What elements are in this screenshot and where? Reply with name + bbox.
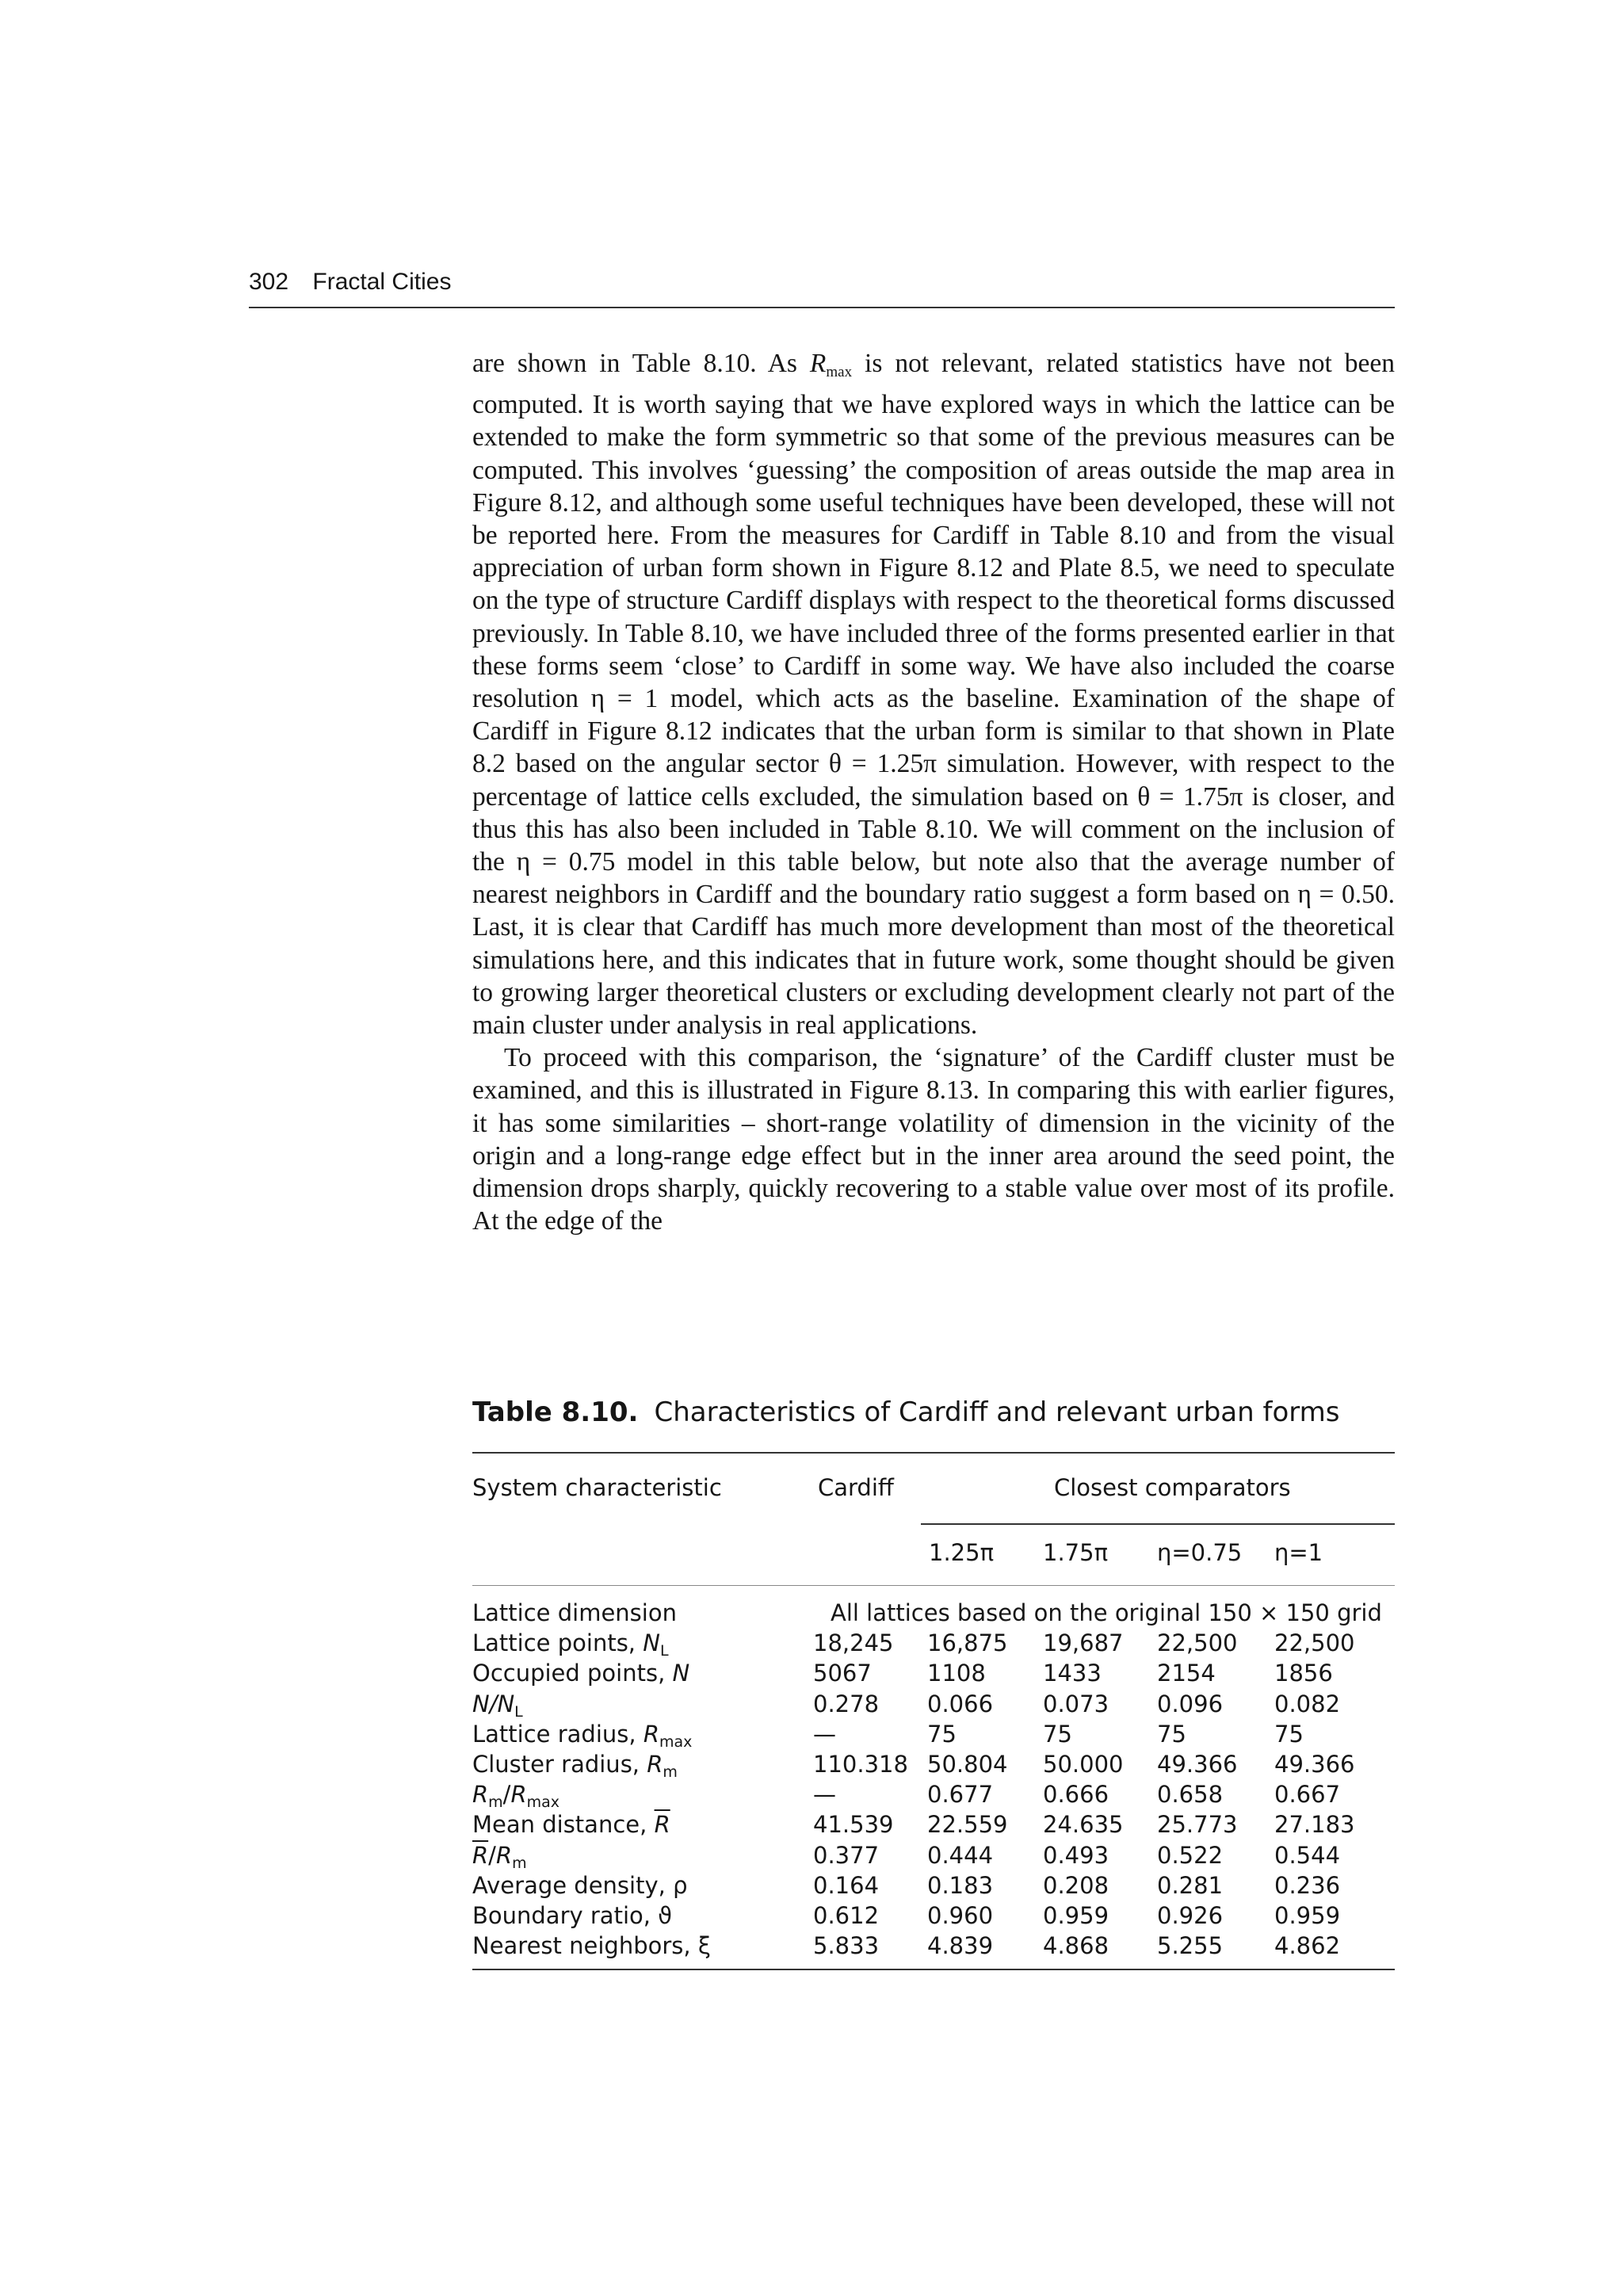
subheader-1-25pi: 1.25π: [929, 1539, 995, 1566]
subheader-1-75pi: 1.75π: [1043, 1539, 1109, 1566]
table-cell: 4.868: [1043, 1932, 1109, 1960]
table-cell: 5.255: [1157, 1932, 1224, 1960]
r-max-symbol: R: [809, 349, 827, 378]
table-label: Table 8.10.: [472, 1396, 639, 1428]
paragraph-1: are shown in Table 8.10. As $R_{max}$ is not relevant, related statistics have not been computed. It is worth saying that we have explored ways in which the lattice can be extended to make the form symmetric so that some of the previous measures can be computed. This involves ‘guessing’ the composition of areas outside the map area in Figure 8.12, and although some useful techniques have been developed, these will not be reported here. From the measures for Cardiff in Table 8.10 and from the visual appreciation of urban form shown in Figure 8.12 and Plate 8.5, we need to speculate on the type of structure Cardiff displays with respect to the theoretical forms discussed previously. In Table 8.10, we have included three of the forms presented earlier in that these forms seem ‘close’ to Cardiff in some way. We have also included the coarse resolution η = 1 model, which acts as the baseline. Examination of the shape of Cardiff in Figure 8.12 indicates that the urban form is similar to that shown in Plate 8.2 based on the angular sector θ = 1.25π simulation. However, with respect to the percentage of lattice cells excluded, the simulation based on θ = 1.75π is closer, and thus this has also been included in Table 8.10. We will comment on the inclusion of the η = 0.75 model in this table below, but note also that the average number of nearest neighbors in Cardiff and the boundary ratio suggest a form based on η = 0.50. Last, it is clear that Cardiff has much more development than most of the theoretical simulations here, and this indicates that in future work, some thought should be given to growing larger theoretical clusters or excluding development clearly not part of the main cluster under analysis in real applications.: [472, 349, 1395, 1041]
row-label: $\overline{R}/R_m$: [472, 1841, 527, 1872]
table-cell: 50.000: [1043, 1750, 1124, 1778]
table-cell: 25.773: [1157, 1811, 1238, 1839]
table-cell: 22,500: [1274, 1629, 1355, 1657]
table-top-rule: [472, 1452, 1395, 1454]
table-cell: 1856: [1274, 1660, 1333, 1687]
row-label: Lattice points, $N_L$: [472, 1629, 669, 1660]
row-label: $R_m/R_{max}$: [472, 1781, 560, 1812]
table-cell: 75: [1274, 1720, 1304, 1748]
row-label: Boundary ratio, ϑ: [472, 1901, 673, 1929]
table-cell: 0.666: [1043, 1781, 1109, 1809]
table-cell: 75: [1157, 1720, 1186, 1748]
row-label: Nearest neighbors, ξ: [472, 1932, 711, 1960]
table-cell: 49.366: [1274, 1750, 1355, 1778]
table-cell: 1108: [927, 1660, 986, 1687]
subheader-eta-0-75: η=0.75: [1157, 1539, 1243, 1566]
table-cell: 22,500: [1157, 1629, 1238, 1657]
row-labels: [472, 1598, 711, 1961]
table-cell: 27.183: [1274, 1811, 1355, 1839]
table-cell: 0.278: [813, 1690, 880, 1717]
table-cell: 0.444: [927, 1841, 994, 1869]
table-cell: 41.539: [813, 1811, 894, 1839]
table-cell: 0.073: [1043, 1690, 1109, 1717]
table-cell: —: [813, 1781, 836, 1809]
column-1-75pi: [1043, 1598, 1123, 1961]
table-cell-empty: [1274, 1598, 1354, 1628]
column-eta-1: [1274, 1598, 1354, 1961]
table-cell: 22.559: [927, 1811, 1008, 1839]
table-cell: 110.318: [813, 1750, 908, 1778]
table-cell: 0.164: [813, 1871, 880, 1899]
table-cell: 0.960: [927, 1901, 994, 1929]
comparators-rule: [921, 1523, 1395, 1525]
table-cell: 0.926: [1157, 1901, 1224, 1929]
table-cell: 75: [1043, 1720, 1072, 1748]
table-cell: 0.658: [1157, 1781, 1224, 1809]
table-cell: 0.677: [927, 1781, 994, 1809]
table-cell: 0.208: [1043, 1871, 1109, 1899]
table-cell: 5.833: [813, 1932, 880, 1960]
table-cell-empty: [927, 1598, 1007, 1628]
table-cell: 49.366: [1157, 1750, 1238, 1778]
table-cell: 0.612: [813, 1901, 880, 1929]
table-cell: 0.959: [1043, 1901, 1109, 1929]
table-cell: 0.236: [1274, 1871, 1341, 1899]
running-title: Fractal Cities: [312, 269, 452, 295]
table-cell: 0.096: [1157, 1690, 1224, 1717]
header-rule: [249, 307, 1395, 308]
table-caption-text: Characteristics of Cardiff and relevant urban forms: [654, 1396, 1340, 1428]
subheader-eta-1: η=1: [1274, 1539, 1323, 1566]
table-cell: 18,245: [813, 1629, 894, 1657]
table-cell: 5067: [813, 1660, 872, 1687]
page-number: 302: [249, 269, 289, 295]
table-cell: 75: [927, 1720, 957, 1748]
column-eta-0-75: [1157, 1598, 1237, 1961]
table-cell: 0.959: [1274, 1901, 1341, 1929]
table-cell: 0.493: [1043, 1841, 1109, 1869]
table-cell: —: [813, 1720, 836, 1748]
running-head: [249, 268, 1395, 296]
table-cell: 1433: [1043, 1660, 1102, 1687]
row-label: $N/N_L$: [472, 1690, 523, 1721]
row-label: Cluster radius, $R_m$: [472, 1750, 678, 1781]
header-cardiff: Cardiff: [818, 1474, 894, 1501]
row-label: Lattice dimension: [472, 1599, 677, 1626]
table-cell: 0.183: [927, 1871, 994, 1899]
header-bottom-rule: [472, 1585, 1395, 1586]
table-cell: 0.082: [1274, 1690, 1341, 1717]
paragraph-2: To proceed with this comparison, the ‘signature’ of the Cardiff cluster must be examined, and this is illustrated in Figure 8.13. In comparing this with earlier figures, it has some similarities – short-range volatility of dimension in the vicinity of the origin and a long-range edge effect but in the inner area around the seed point, the dimension drops sharply, quickly recovering to a stable value over most of its profile. At the edge of the: [472, 1043, 1395, 1236]
row-label: Lattice radius, $R_{max}$: [472, 1720, 693, 1751]
table-cell: 16,875: [927, 1629, 1008, 1657]
table-bottom-rule: [472, 1969, 1395, 1970]
table-cell: 4.862: [1274, 1932, 1341, 1960]
table-cell: 19,687: [1043, 1629, 1124, 1657]
table-cell: 0.066: [927, 1690, 994, 1717]
table-cell: All lattices based on the original 150 × 150 grid: [831, 1599, 1382, 1626]
row-label: Average density, ρ: [472, 1871, 688, 1899]
table-cell: 0.667: [1274, 1781, 1341, 1809]
table-cell: 0.544: [1274, 1841, 1341, 1869]
table-cell: 24.635: [1043, 1811, 1124, 1839]
body-text: [472, 347, 1395, 1237]
header-closest-comparators: Closest comparators: [1054, 1474, 1291, 1501]
table-cell-empty: [1157, 1598, 1237, 1628]
table-caption: [472, 1395, 1395, 1430]
table-cell: 4.839: [927, 1932, 994, 1960]
table-cell: 0.522: [1157, 1841, 1224, 1869]
row-label: Occupied points, N: [472, 1660, 690, 1687]
column-1-25pi: [927, 1598, 1007, 1961]
table-cell: 0.377: [813, 1841, 880, 1869]
table-cell: 2154: [1157, 1660, 1216, 1687]
header-system-characteristic: System characteristic: [472, 1474, 722, 1501]
table-cell-empty: [1043, 1598, 1123, 1628]
table-cell: 50.804: [927, 1750, 1008, 1778]
table-cell: 0.281: [1157, 1871, 1224, 1899]
row-label: Mean distance, $\overline{R}$: [472, 1811, 670, 1839]
